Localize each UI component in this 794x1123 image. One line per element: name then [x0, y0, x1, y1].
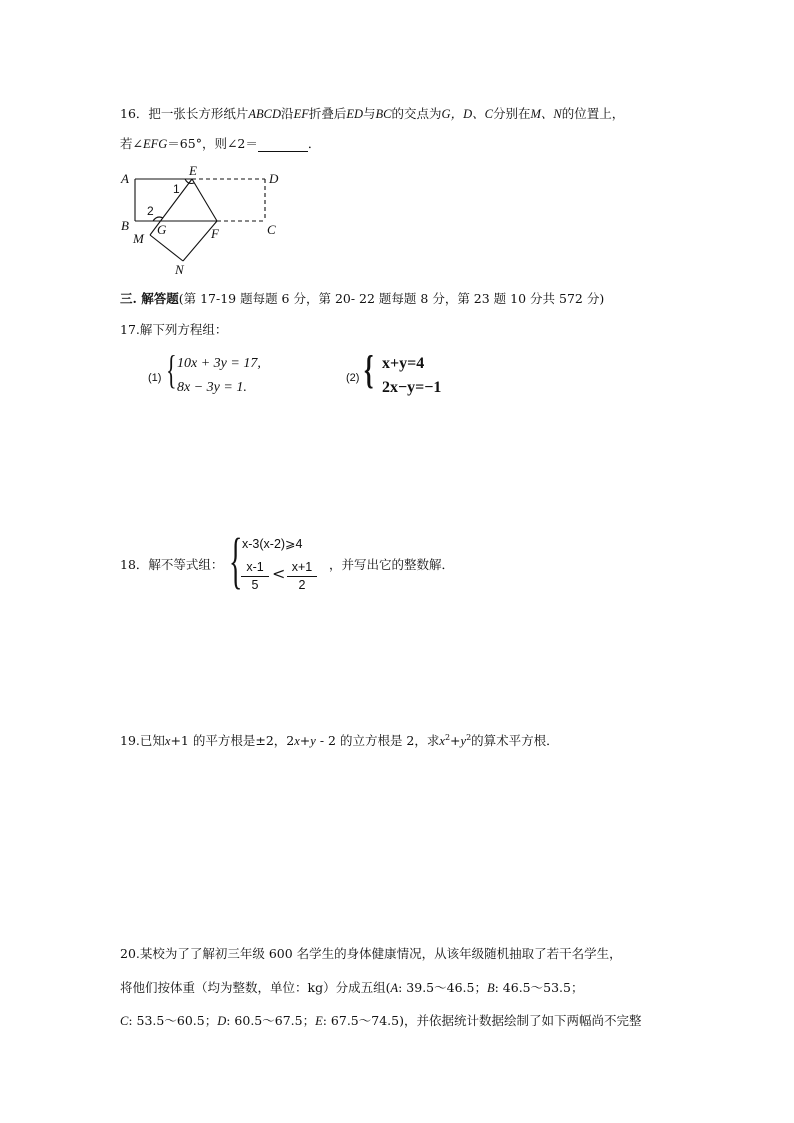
q17-part2-brace: { — [364, 347, 374, 392]
answer-blank[interactable] — [258, 139, 308, 152]
label-D: D — [269, 171, 279, 186]
q18-frac1-num: x-1 — [246, 560, 264, 574]
label-F: F — [211, 226, 219, 241]
q17-part1-label: (1) — [148, 372, 162, 384]
q20-line3: C: 53.5～60.5；D: 60.5～67.5；E: 67.5～74.5)，并依据统计数据绘制了如下两幅尚不完整 — [120, 1013, 642, 1028]
q20-line2: 将他们按体重（均为整数，单位：kg）分成五组(A: 39.5～46.5；B: 46.5～53.5； — [120, 980, 584, 995]
q17-part2-eq2: 2x−y=−1 — [382, 379, 442, 396]
q16-line1: 16．把一张长方形纸片ABCD沿EF折叠后ED与BC的交点为G，D、C分别在M、N的位置上， — [120, 106, 625, 121]
q17-stem: 17.解下列方程组： — [120, 322, 228, 337]
q18-frac2-den: 2 — [298, 578, 306, 592]
section3-heading: 三. 解答题(第 17-19 题每题 6 分，第 20- 22 题每题 8 分，第 23 题 10 分共 572 分) — [120, 291, 605, 306]
q18-stem: 18．解不等式组： — [120, 557, 224, 572]
q18-frac2-num: x+1 — [291, 560, 313, 574]
q16-figure — [115, 163, 295, 278]
q18-ineq1: x-3(x-2)⩾4 — [242, 537, 303, 551]
q18-frac2-bar — [287, 576, 317, 577]
edge-MN — [150, 235, 183, 261]
q18-frac1-bar — [241, 576, 269, 577]
label-E: E — [189, 163, 197, 178]
label-G: G — [157, 222, 167, 237]
q18-less-than: < — [272, 564, 286, 583]
edge-EF — [192, 179, 217, 221]
label-angle-1: 1 — [173, 182, 180, 196]
label-M: M — [133, 231, 144, 246]
label-angle-2: 2 — [147, 204, 154, 218]
q18-tail: ，并写出它的整数解． — [329, 557, 455, 572]
q17-part1-eq1: 10x + 3y = 17, — [177, 356, 261, 371]
q19-line: 19.已知x+1 的平方根是±2，2x+y - 2 的立方根是 2，求$x^2+y^2$的算术平方根． — [120, 733, 559, 749]
label-N: N — [175, 262, 184, 277]
q17-part2-label: (2) — [346, 372, 360, 384]
q17-part1-brace: { — [166, 347, 177, 392]
q17-part1-eq2: 8x − 3y = 1. — [177, 380, 247, 395]
label-C: C — [267, 222, 276, 237]
q17-part2-eq1: x+y=4 — [382, 355, 425, 372]
label-A: A — [121, 171, 129, 186]
q20-line1: 20.某校为了了解初三年级 600 名学生的身体健康情况，从该年级随机抽取了若干名学生， — [120, 946, 622, 961]
label-B: B — [121, 218, 129, 233]
q16-line2: 若∠EFG＝65°，则∠2＝ ． — [120, 136, 321, 151]
q18-frac1-den: 5 — [251, 578, 259, 592]
q18-brace: { — [229, 527, 243, 595]
